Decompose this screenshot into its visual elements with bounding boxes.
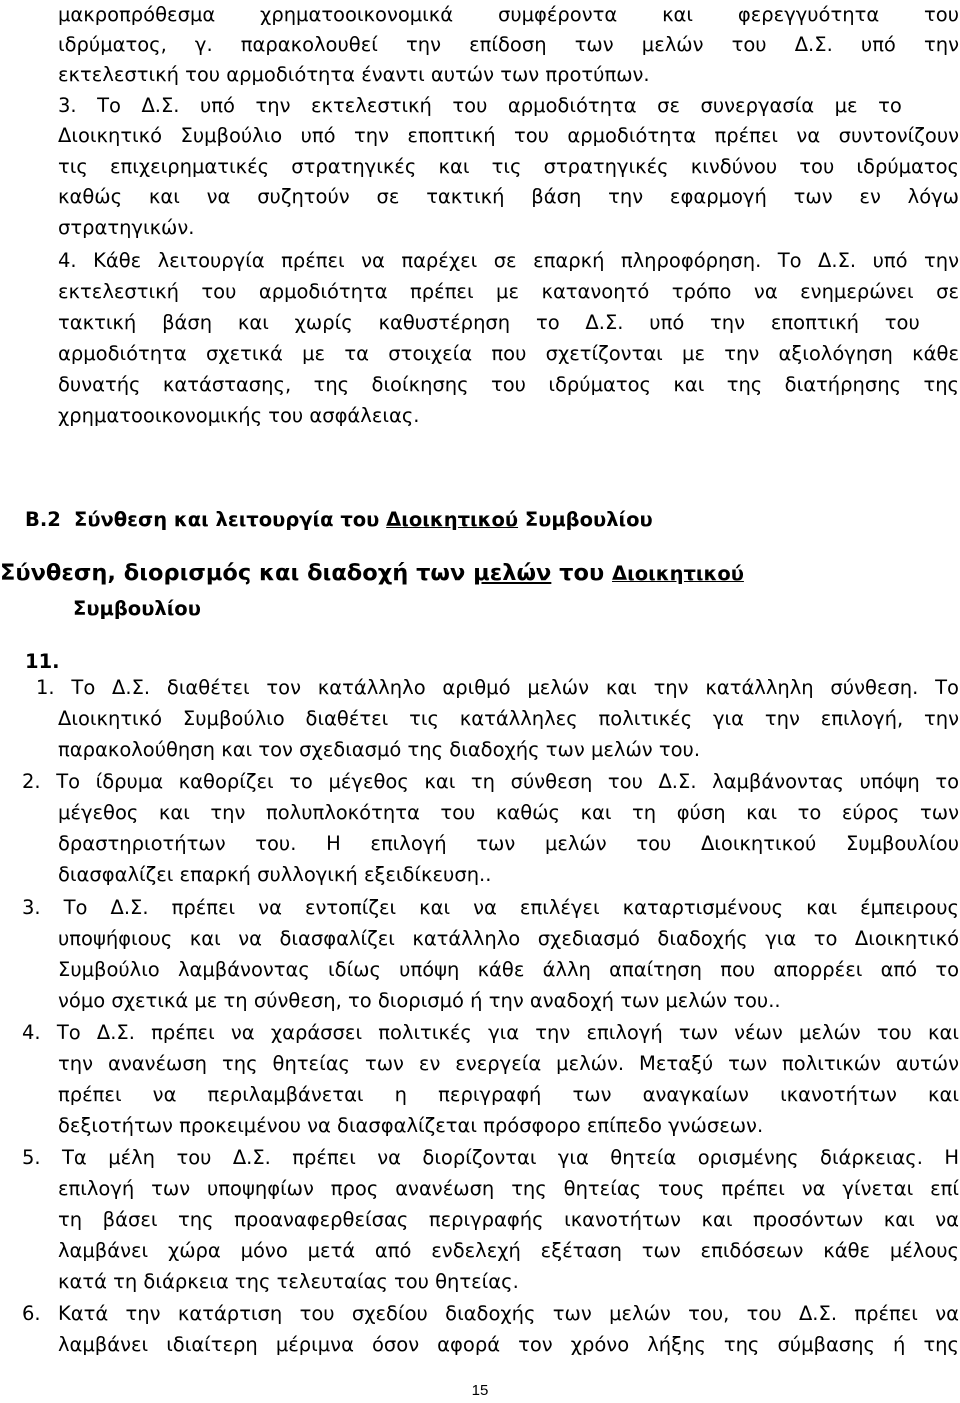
section-title: Σύνθεση και λειτουργία του Διοικητικού Συμβουλίου	[74, 508, 653, 531]
text-line: καθώς και να συζητούν σε τακτική βάση την εφαρμογή των εν λόγω	[58, 185, 959, 208]
text-line: επιλογή των υποψηφίων προς ανανέωση της θητείας τους πρέπει να γίνεται επί	[58, 1177, 959, 1200]
text-line: διασφαλίζει επαρκή συλλογική εξειδίκευση..	[58, 863, 492, 886]
text-line: τη βάσει της προαναφερθείσας περιγραφής ικανοτήτων και προσόντων και να	[58, 1208, 959, 1231]
text-line: 3. Το Δ.Σ. πρέπει να εντοπίζει και να επιλέγει καταρτισμένους και έμπειρους	[22, 896, 959, 919]
text-line: λαμβάνει χώρα μόνο μετά από ενδελεχή εξέταση των επιδόσεων κάθε μέλους	[58, 1239, 959, 1262]
text-line: στρατηγικών.	[58, 216, 195, 239]
text-line: μακροπρόθεσμα χρηματοοικονομικά συμφέροντα και φερεγγυότητα του	[58, 3, 959, 26]
text-line: Συμβούλιο λαμβάνοντας ιδίως υπόψη κάθε άλλη απαίτηση που απορρέει από το	[58, 958, 959, 981]
subsection-heading-line2: Συμβουλίου	[73, 597, 201, 620]
text-line: εκτελεστική του αρμοδιότητα πρέπει με κατανοητό τρόπο να ενημερώνει σε	[58, 280, 959, 303]
text-line: 4. Κάθε λειτουργία πρέπει να παρέχει σε επαρκή πληροφόρηση. Το Δ.Σ. υπό την	[58, 249, 959, 272]
text-line: δυνατής κατάστασης, της διοίκησης του ιδρύματος και της διατήρησης της	[58, 373, 959, 396]
text-line: 5. Τα μέλη του Δ.Σ. πρέπει να διορίζονται για θητεία ορισμένης διάρκειας. Η	[22, 1146, 959, 1169]
text-line: νόμο σχετικά με τη σύνθεση, το διορισμό ή την αναδοχή των μελών του..	[58, 989, 781, 1012]
text-line: κατά τη διάρκεια της τελευταίας του θητείας.	[58, 1270, 519, 1293]
text-line: πρέπει να περιλαμβάνεται η περιγραφή των αναγκαίων ικανοτήτων και	[58, 1083, 959, 1106]
text-line: 1. Το Δ.Σ. διαθέτει τον κατάλληλο αριθμό μελών και την κατάλληλη σύνθεση. Το	[36, 676, 959, 699]
text-line: παρακολούθηση και τον σχεδιασμό της διαδοχής των μελών του.	[58, 738, 701, 761]
text-line: την ανανέωση της θητείας των εν ενεργεία μελών. Μεταξύ των πολιτικών αυτών	[58, 1052, 959, 1075]
text-line: υποψήφιους και να διασφαλίζει κατάλληλο σχεδιασμό διαδοχής για το Διοικητικό	[58, 927, 959, 950]
page-number: 15	[471, 1382, 489, 1399]
text-line: Διοικητικό Συμβούλιο υπό την εποπτική του αρμοδιότητα πρέπει να συντονίζουν	[58, 124, 959, 147]
text-line: Διοικητικό Συμβούλιο διαθέτει τις κατάλληλες πολιτικές για την επιλογή, την	[58, 707, 959, 730]
paragraph-number: 11.	[25, 650, 60, 673]
text-line: τις επιχειρηματικές στρατηγικές και τις στρατηγικές κινδύνου του ιδρύματος	[58, 155, 959, 178]
text-line: λαμβάνει ιδιαίτερη μέριμνα όσον αφορά τον χρόνο λήξης της σύμβασης ή της	[58, 1333, 959, 1356]
text-line: 4. Το Δ.Σ. πρέπει να χαράσσει πολιτικές για την επιλογή των νέων μελών του και	[22, 1021, 959, 1044]
text-line: δεξιοτήτων προκειμένου να διασφαλίζεται πρόσφορο επίπεδο γνώσεων.	[58, 1114, 764, 1137]
text-line: 6. Κατά την κατάρτιση του σχεδίου διαδοχής των μελών του, του Δ.Σ. πρέπει να	[22, 1302, 959, 1325]
section-number: Β.2	[25, 508, 61, 531]
text-line: τακτική βάση και χωρίς καθυστέρηση το Δ.Σ. υπό την εποπτική του	[58, 311, 920, 334]
text-line: 2. Το ίδρυμα καθορίζει το μέγεθος και τη σύνθεση του Δ.Σ. λαμβάνοντας υπόψη το	[22, 770, 959, 793]
text-line: αρμοδιότητα σχετικά με τα στοιχεία που σχετίζονται με την αξιολόγηση κάθε	[58, 342, 959, 365]
text-line: μέγεθος και την πολυπλοκότητα του καθώς και τη φύση και το εύρος των	[58, 801, 959, 824]
text-line: ιδρύματος, γ. παρακολουθεί την επίδοση των μελών του Δ.Σ. υπό την	[58, 33, 959, 56]
text-line: χρηματοοικονομικής του ασφάλειας.	[58, 404, 420, 427]
subsection-heading: Σύνθεση, διορισμός και διαδοχή των μελών του Διοικητικού	[0, 560, 744, 586]
text-line: εκτελεστική του αρμοδιότητα έναντι αυτών των προτύπων.	[58, 63, 650, 86]
text-line: δραστηριοτήτων του. Η επιλογή των μελών του Διοικητικού Συμβουλίου	[58, 832, 959, 855]
text-line: 3. Το Δ.Σ. υπό την εκτελεστική του αρμοδιότητα σε συνεργασία με το	[58, 94, 902, 117]
